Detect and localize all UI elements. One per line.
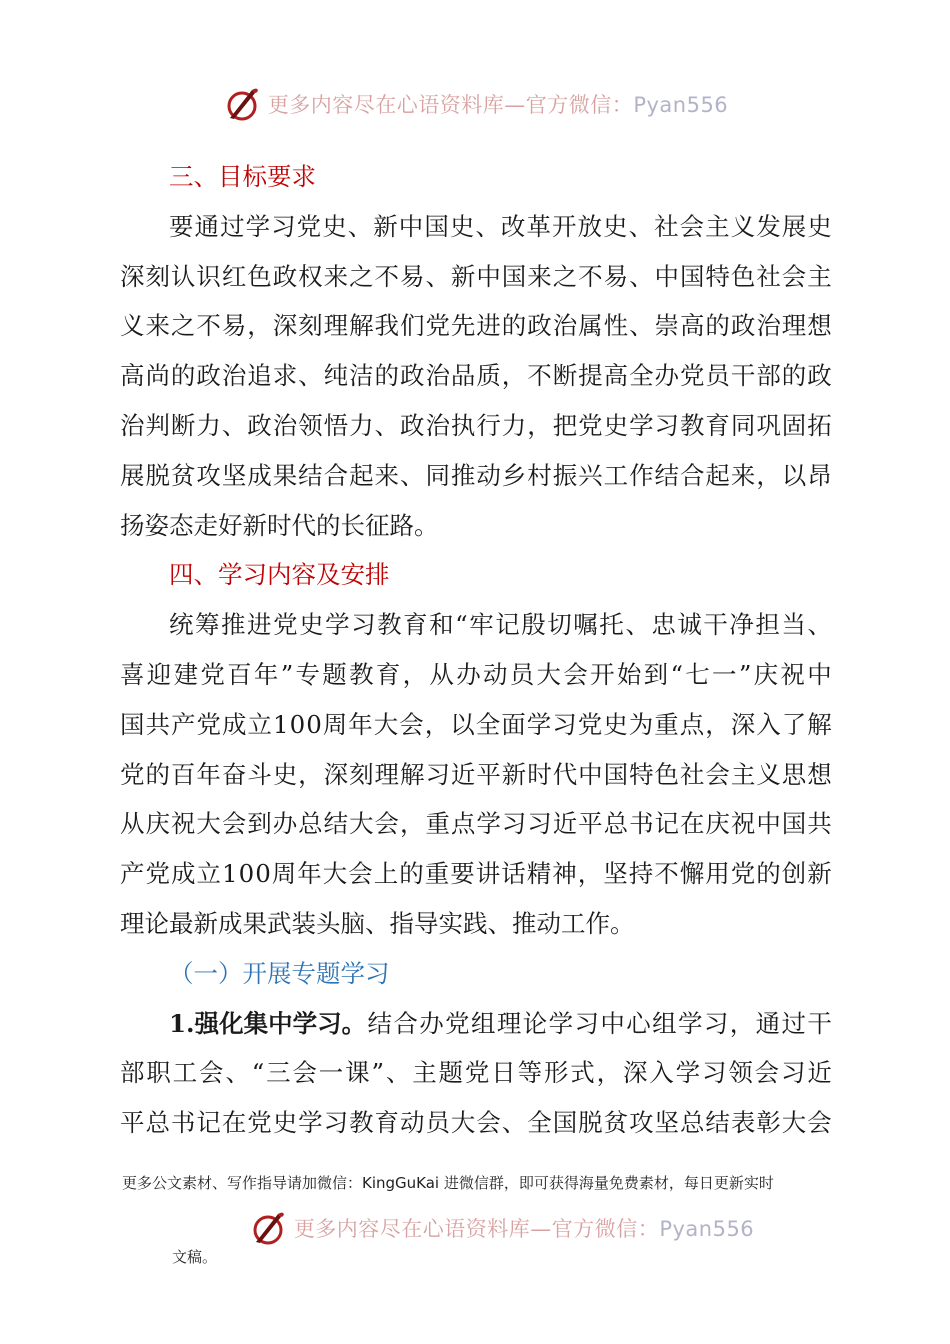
text-line: 统 筹 推 进 党 史 学 习 教 育 和 “ 牢 记 殷 切 嘱 托 、 忠 诚 干 净 担 当 、 (169, 610, 832, 640)
section-3-paragraph (120, 202, 832, 551)
subsection-heading: （一）开展专题学习 (169, 958, 390, 988)
quill-logo-icon (248, 1208, 288, 1248)
document-body (120, 152, 832, 1148)
text-line: 高 尚 的 政 治 追 求 、 纯 洁 的 政 治 品 质 ， 不 断 提 高 全 办 党 员 干 部 的 政 (120, 361, 832, 391)
watermark-bottom (26, 1208, 950, 1248)
text-line: 国 共 产 党 成 立 1 0 0 周 年 大 会 ， 以 全 面 学 习 党 史 为 重 点 ， 深 入 了 解 (120, 709, 832, 739)
item-1-title: 1.强化集中学习。 (169, 1008, 367, 1038)
watermark-text: 更多内容尽在心语资料库—官方微信：Pyan556 (293, 1217, 755, 1241)
text-line: 展 脱 贫 攻 坚 成 果 结 合 起 来 、 同 推 动 乡 村 振 兴 工 作 结 合 起 来 ， 以 昂 (120, 460, 832, 490)
text-line: 产 党 成 立 1 0 0 周 年 大 会 上 的 重 要 讲 话 精 神 ， 坚 持 不 懈 用 党 的 创 新 (120, 859, 832, 889)
text-line: 部 职 工 会 、 “ 三 会 一 课 ” 、 主 题 党 日 等 形 式 ， 深 入 学 习 领 会 习 近 (120, 1058, 832, 1088)
item-1-first-line: 1.强化集中学习。 结 合 办 党 组 理 论 学 习 中 心 组 学 习 ， 通 过 干 (120, 999, 832, 1049)
item-1-paragraph (120, 1048, 832, 1148)
text-line: 喜 迎 建 党 百 年 ” 专 题 教 育 ， 从 办 动 员 大 会 开 始 到 “ 七 一 ” 庆 祝 中 (120, 659, 832, 689)
text-line: 平 总 书 记 在 党 史 学 习 教 育 动 员 大 会 、 全 国 脱 贫 攻 坚 总 结 表 彰 大 会 (120, 1108, 832, 1138)
text-line: 党 的 百 年 奋 斗 史 ， 深 刻 理 解 习 近 平 新 时 代 中 国 特 色 社 会 主 义 思 想 (120, 759, 832, 789)
watermark-text: 更多内容尽在心语资料库—官方微信：Pyan556 (267, 93, 729, 117)
section-heading: 三、目标要求 (169, 162, 316, 191)
footer-note: 更多公文素材、写作指导请加微信：KingGuKai 进微信群，即可获得海量免费素材，每日更新实时 (122, 1174, 774, 1192)
text-line: 要 通 过 学 习 党 史 、 新 中 国 史 、 改 革 开 放 史 、 社 会 主 义 发 展 史 (169, 211, 832, 241)
text-line: 理论最新成果武装头脑、指导实践、推动工作。 (120, 908, 635, 938)
text-line: 治 判 断 力 、 政 治 领 悟 力 、 政 治 执 行 力 ， 把 党 史 学 习 教 育 同 巩 固 拓 (120, 410, 832, 440)
footer-tail: 文稿。 (172, 1248, 218, 1266)
watermark-top (0, 84, 950, 124)
text-line: 义 来 之 不 易 ， 深 刻 理 解 我 们 党 先 进 的 政 治 属 性 、 崇 高 的 政 治 理 想 (120, 311, 832, 341)
text-line: 从 庆 祝 大 会 到 办 总 结 大 会 ， 重 点 学 习 习 近 平 总 书 记 在 庆 祝 中 国 共 (120, 809, 832, 839)
text-line: 深 刻 认 识 红 色 政 权 来 之 不 易 、 新 中 国 来 之 不 易 、 中 国 特 色 社 会 主 (120, 261, 832, 291)
quill-logo-icon (222, 84, 262, 124)
section-4-paragraph (120, 600, 832, 949)
text-line: 扬姿态走好新时代的长征路。 (120, 510, 439, 540)
section-heading: 四、学习内容及安排 (169, 560, 390, 590)
